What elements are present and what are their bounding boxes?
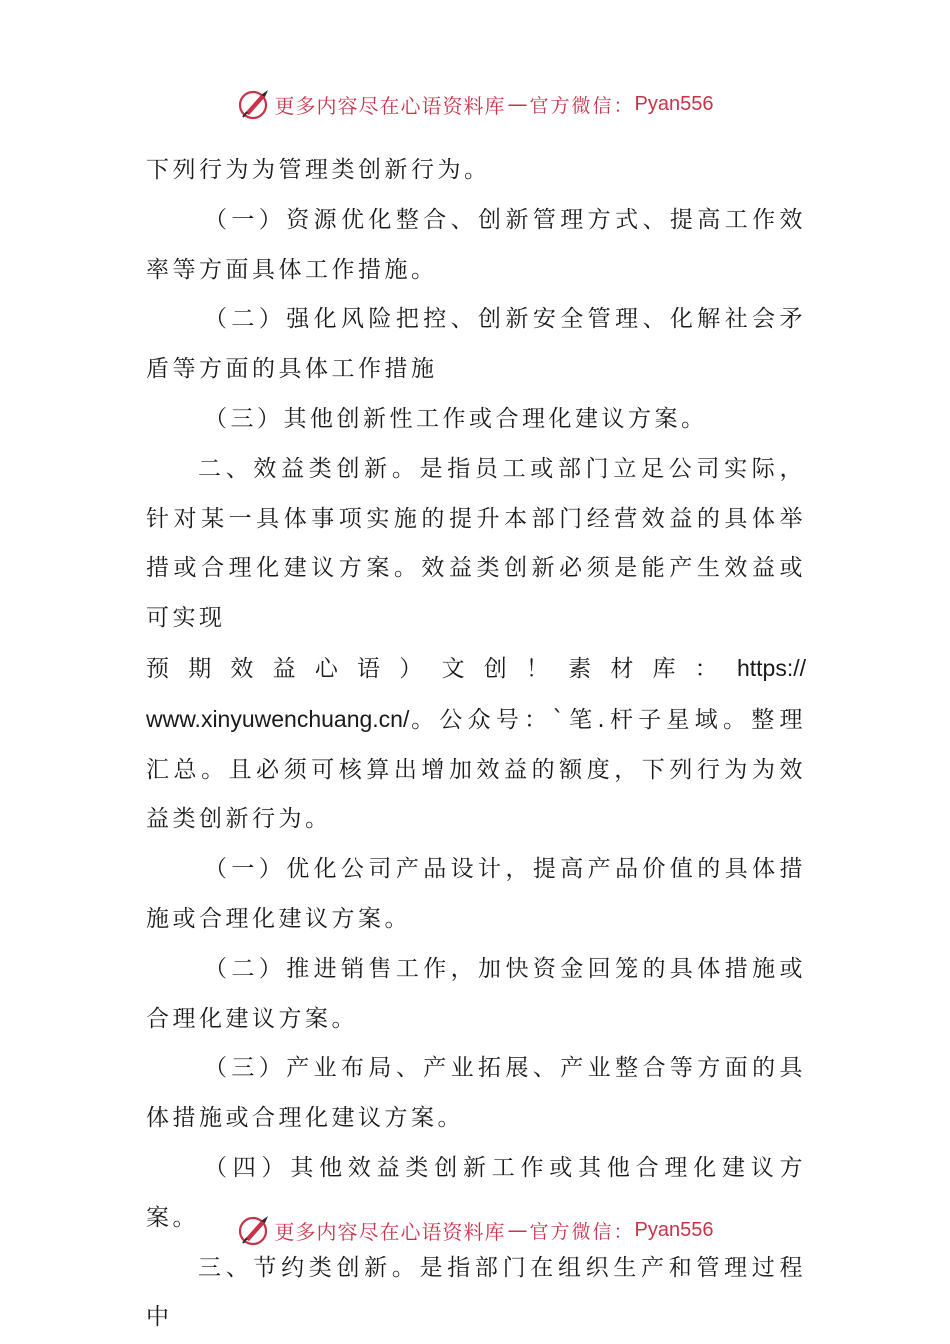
paragraph: 二、效益类创新。是指员工或部门立足公司实际，针对某一具体事项实施的提升本部门经营效益的具体举措或合理化建议方案。效益类创新必须是能产生效益或可实现: [146, 455, 806, 632]
banner-dash: —: [507, 1218, 528, 1242]
paragraph-text: 预期效益心语）文创！素材库：: [146, 655, 737, 682]
banner-dash: —: [507, 92, 528, 116]
paragraph: （二）强化风险把控、创新安全管理、化解社会矛盾等方面的具体工作措施: [146, 306, 806, 383]
banner-brand: 更多内容尽在心语资料库: [274, 1219, 506, 1244]
paragraph-line: [146, 644, 806, 695]
header-banner: [0, 84, 950, 124]
paragraph-text: 。公众号：`笔.杆子星域。整理汇总。且必须可核算出增加效益的额度，下列行为为效益类创新行为。: [146, 706, 806, 833]
paragraph: [146, 695, 806, 845]
paragraph: 下列行为为管理类创新行为。: [146, 157, 491, 183]
paragraph: （三）其他创新性工作或合理化建议方案。: [204, 405, 708, 432]
banner-wechat-handle: Pyan556: [634, 92, 714, 115]
paragraph: （三）产业布局、产业拓展、产业整合等方面的具体措施或合理化建议方案。: [146, 1055, 806, 1132]
banner-wechat-label: 官方微信：: [529, 1220, 635, 1243]
url-text: www.xinyuwenchuang.cn/: [146, 705, 410, 732]
quill-pen-icon: [237, 1213, 271, 1247]
paragraph: （一）资源优化整合、创新管理方式、提高工作效率等方面具体工作措施。: [146, 206, 806, 283]
paragraph: 三、节约类创新。是指部门在组织生产和管理过程中: [146, 1254, 806, 1331]
banner-wechat-handle: Pyan556: [634, 1218, 714, 1241]
url-text: https://: [736, 654, 806, 681]
footer-banner: [0, 1210, 950, 1250]
banner-brand: 更多内容尽在心语资料库: [274, 93, 506, 118]
paragraph: （一）优化公司产品设计，提高产品价值的具体措施或合理化建议方案。: [146, 856, 806, 932]
paragraph: （二）推进销售工作，加快资金回笼的具体措施或合理化建议方案。: [146, 955, 806, 1032]
document-body: [146, 146, 806, 1343]
banner-wechat-label: 官方微信：: [529, 94, 635, 117]
quill-pen-icon: [237, 87, 271, 121]
paragraph: （四）其他效益类创新工作或其他合理化建议方案。: [146, 1154, 806, 1231]
